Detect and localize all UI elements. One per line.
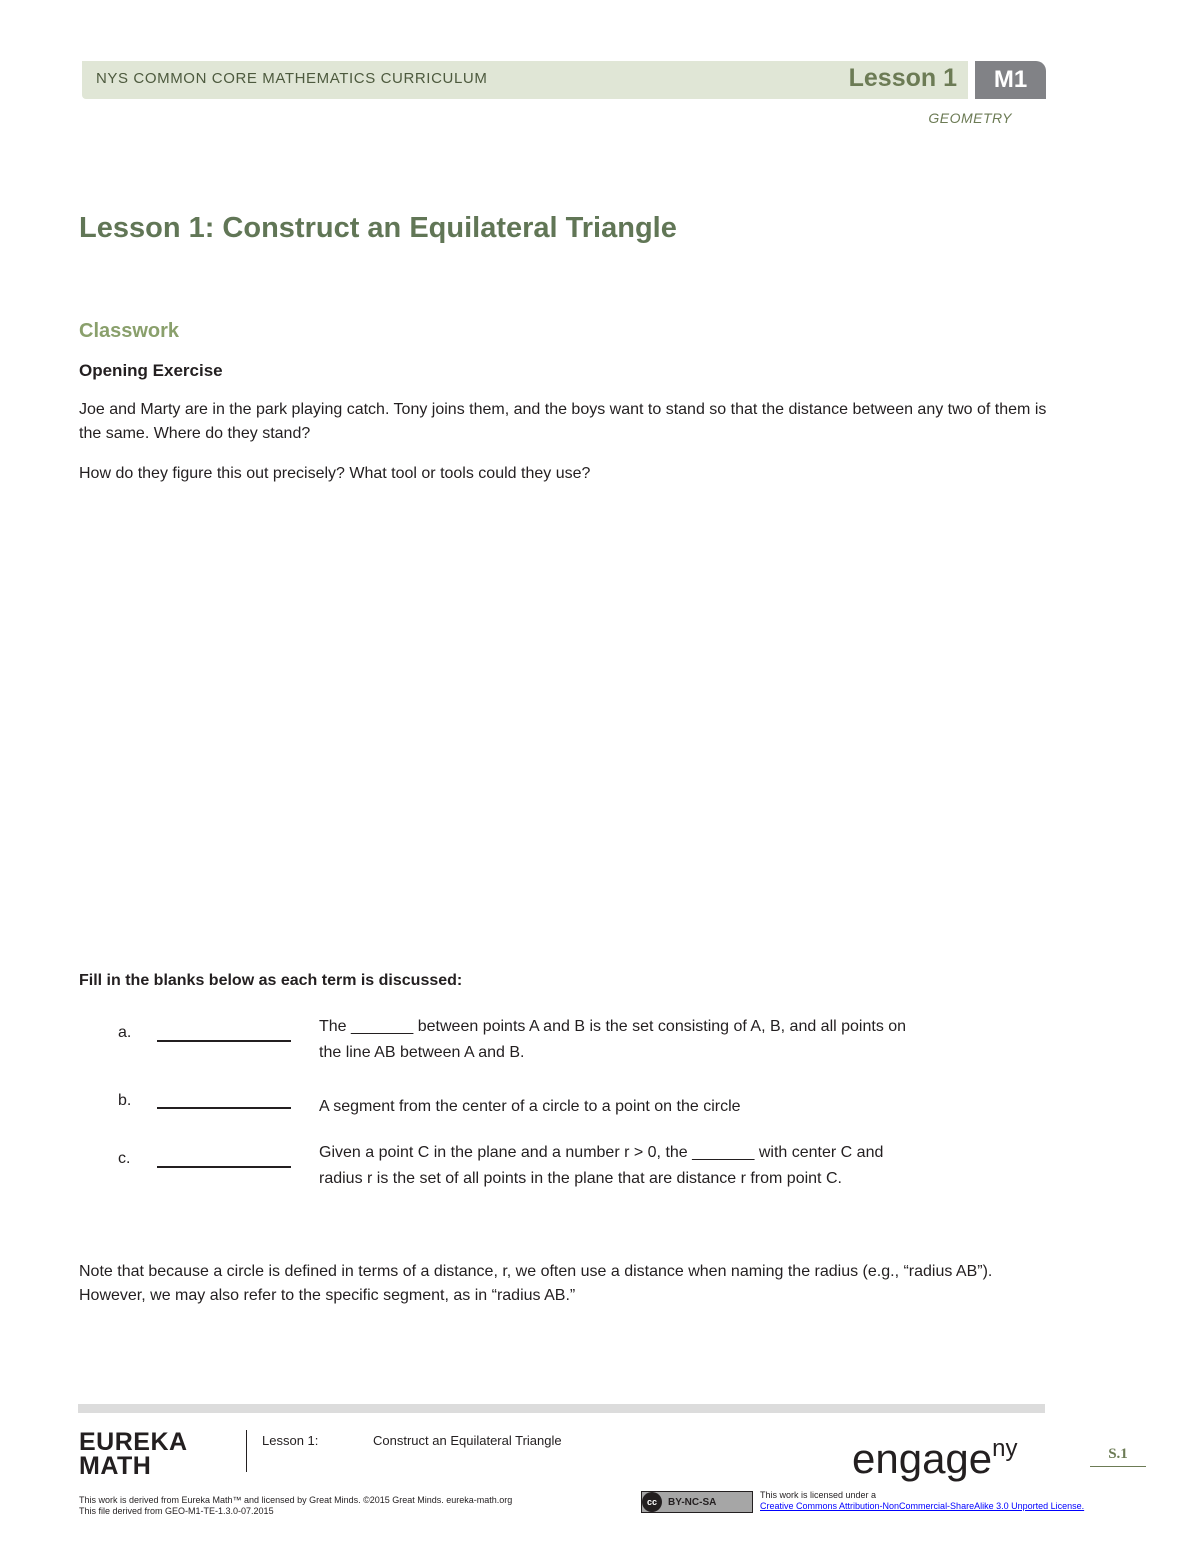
answer-blank-c[interactable]	[157, 1166, 291, 1168]
term-letter-b: b.	[118, 1092, 132, 1109]
eureka-logo-line2: MATH	[79, 1452, 152, 1480]
credit-line-1: This work is derived from Eureka Math™ and licensed by Great Minds. ©2015 Great Minds. eureka-math.org	[79, 1495, 513, 1505]
lesson-tag: Lesson 1	[848, 64, 957, 92]
term-letter-a: a.	[118, 1024, 132, 1041]
opening-exercise-heading: Opening Exercise	[79, 361, 223, 380]
footer-credits	[79, 1495, 619, 1517]
cc-icon: cc	[642, 1492, 662, 1512]
subject-label: GEOMETRY	[928, 110, 1012, 126]
curriculum-label: NYS COMMON CORE MATHEMATICS CURRICULUM	[96, 70, 488, 87]
answer-blank-a[interactable]	[157, 1040, 291, 1042]
footer-divider	[246, 1430, 247, 1472]
license-block	[760, 1490, 1160, 1512]
eureka-math-logo	[79, 1430, 188, 1478]
engageny-logo	[852, 1426, 1018, 1484]
creative-commons-badge	[641, 1491, 753, 1513]
opening-paragraph-2: How do they figure this out precisely? What tool or tools could they use?	[79, 465, 591, 482]
page-title: Lesson 1: Construct an Equilateral Triangle	[79, 212, 677, 244]
engage-text: engage	[852, 1435, 993, 1482]
footer-rule	[78, 1404, 1045, 1413]
credit-line-2: This file derived from GEO-M1-TE-1.3.0-07.2015	[79, 1506, 274, 1516]
opening-paragraph-1: Joe and Marty are in the park playing catch. Tony joins them, and the boys want to stand so that the distance between any two of them is the same. Where do they stand?	[79, 401, 1047, 442]
answer-blank-b[interactable]	[157, 1107, 291, 1109]
term-definition-a: The _______ between points A and B is the set consisting of A, B, and all points on the line AB between A and B.	[319, 1018, 907, 1061]
footer-lesson-title: Construct an Equilateral Triangle	[373, 1433, 562, 1448]
term-definition-b: A segment from the center of a circle to a point on the circle	[319, 1098, 741, 1115]
note-paragraph: Note that because a circle is defined in terms of a distance, r, we often use a distance when naming the radius (e.g., “radius AB”). However, we may also refer to the specific segment, as in “radius AB.”	[79, 1263, 993, 1304]
section-heading: Classwork	[79, 320, 180, 342]
license-intro: This work is licensed under a	[760, 1490, 877, 1500]
fill-in-prompt: Fill in the blanks below as each term is discussed:	[79, 972, 463, 989]
module-tag: M1	[975, 61, 1046, 99]
term-letter-c: c.	[118, 1150, 131, 1167]
term-definition-c: Given a point C in the plane and a number r > 0, the _______ with center C and radius r is the set of all points in the plane that are distance r from point C.	[319, 1144, 884, 1187]
footer-lesson-label: Lesson 1:	[262, 1433, 319, 1448]
eureka-logo-line1: EUREKA	[79, 1428, 188, 1456]
engage-ny-text: ny	[992, 1435, 1018, 1462]
page-number: S.1	[1090, 1446, 1146, 1467]
cc-badge-text: BY-NC-SA	[668, 1496, 717, 1508]
license-link[interactable]: Creative Commons Attribution-NonCommercial-ShareAlike 3.0 Unported License.	[760, 1501, 1085, 1511]
